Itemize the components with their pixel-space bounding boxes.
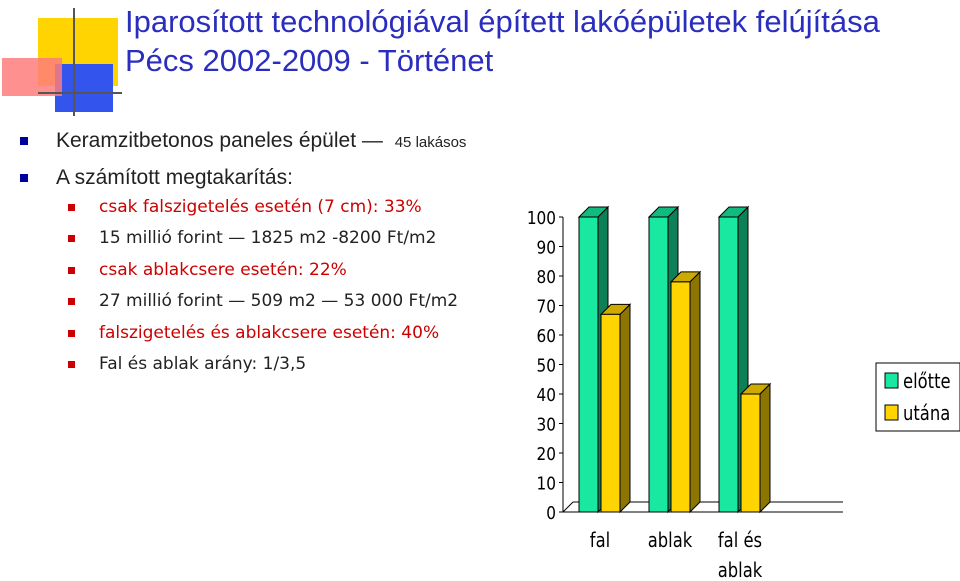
decor-pink-square xyxy=(2,58,62,96)
sub-bullet-item xyxy=(68,255,458,286)
legend-swatch xyxy=(885,373,898,388)
bullet-text: Keramzitbetonos paneles épület — xyxy=(56,129,383,152)
y-tick-label: 80 xyxy=(536,265,556,288)
bar-side xyxy=(690,272,700,512)
y-tick-label: 60 xyxy=(536,324,556,347)
sub-bullet-item xyxy=(68,349,458,380)
floor-depth-line xyxy=(563,502,573,512)
red-square-bullet-icon xyxy=(68,330,75,337)
bullet-small-text: 45 lakásos xyxy=(394,134,467,151)
x-category-label: ablak xyxy=(717,559,763,581)
main-bullet-list xyxy=(20,122,466,196)
red-square-bullet-icon xyxy=(68,361,75,368)
red-square-bullet-icon xyxy=(68,267,75,274)
bar xyxy=(601,314,620,512)
sub-bullet-text: 27 millió forint — 509 m2 — 53 000 Ft/m2 xyxy=(99,291,459,312)
sub-bullet-item xyxy=(68,286,458,317)
title-line-2: Pécs 2002-2009 - Történet xyxy=(125,43,494,78)
sub-bullet-item xyxy=(68,318,458,349)
legend-label: utána xyxy=(903,402,951,426)
savings-bar-chart xyxy=(500,200,960,581)
sub-bullet-text: 15 millió forint — 1825 m2 -8200 Ft/m2 xyxy=(99,228,437,249)
page-title xyxy=(125,2,880,80)
x-category-label: fal xyxy=(589,529,611,553)
bullet-building-type xyxy=(20,122,466,159)
decor-blue-square xyxy=(55,64,113,112)
y-tick-label: 20 xyxy=(536,442,556,465)
sub-bullet-text: csak falszigetelés esetén (7 cm): 33% xyxy=(99,197,422,217)
legend-label: előtte xyxy=(903,370,951,394)
square-bullet-icon xyxy=(20,174,28,182)
decor-vertical-line xyxy=(73,8,75,116)
decor-horizontal-line xyxy=(38,92,122,94)
y-tick-label: 50 xyxy=(536,354,556,376)
red-square-bullet-icon xyxy=(68,298,75,305)
y-tick-label: 90 xyxy=(536,236,556,258)
legend-swatch xyxy=(885,405,898,420)
y-tick-label: 70 xyxy=(536,295,556,317)
bullet-savings xyxy=(20,159,466,196)
bar xyxy=(579,217,598,512)
bar-side xyxy=(620,304,630,512)
bar xyxy=(671,282,690,512)
sub-bullet-text: csak ablakcsere esetén: 22% xyxy=(99,259,347,280)
savings-sub-list xyxy=(68,192,458,380)
y-tick-label: 100 xyxy=(526,206,556,229)
bar-side xyxy=(760,384,770,512)
bar xyxy=(649,217,668,512)
x-category-label: fal és xyxy=(717,529,763,553)
y-tick-label: 30 xyxy=(536,413,556,435)
y-tick-label: 40 xyxy=(536,383,556,406)
sub-bullet-text: Fal és ablak arány: 1/3,5 xyxy=(99,353,307,374)
square-bullet-icon xyxy=(20,137,28,145)
bar xyxy=(719,217,738,512)
sub-bullet-item xyxy=(68,192,458,223)
bar xyxy=(741,394,760,512)
x-category-label: ablak xyxy=(647,529,693,553)
sub-bullet-text: falszigetelés és ablakcsere esetén: 40% xyxy=(99,322,440,343)
y-tick-label: 0 xyxy=(546,501,556,524)
bullet-text: A számított megtakarítás: xyxy=(56,166,293,189)
y-tick-label: 10 xyxy=(536,472,556,494)
red-square-bullet-icon xyxy=(68,235,75,242)
sub-bullet-item xyxy=(68,223,458,254)
title-line-1: Iparosított technológiával épített lakóépületek felújítása xyxy=(125,4,880,39)
red-square-bullet-icon xyxy=(68,204,75,211)
